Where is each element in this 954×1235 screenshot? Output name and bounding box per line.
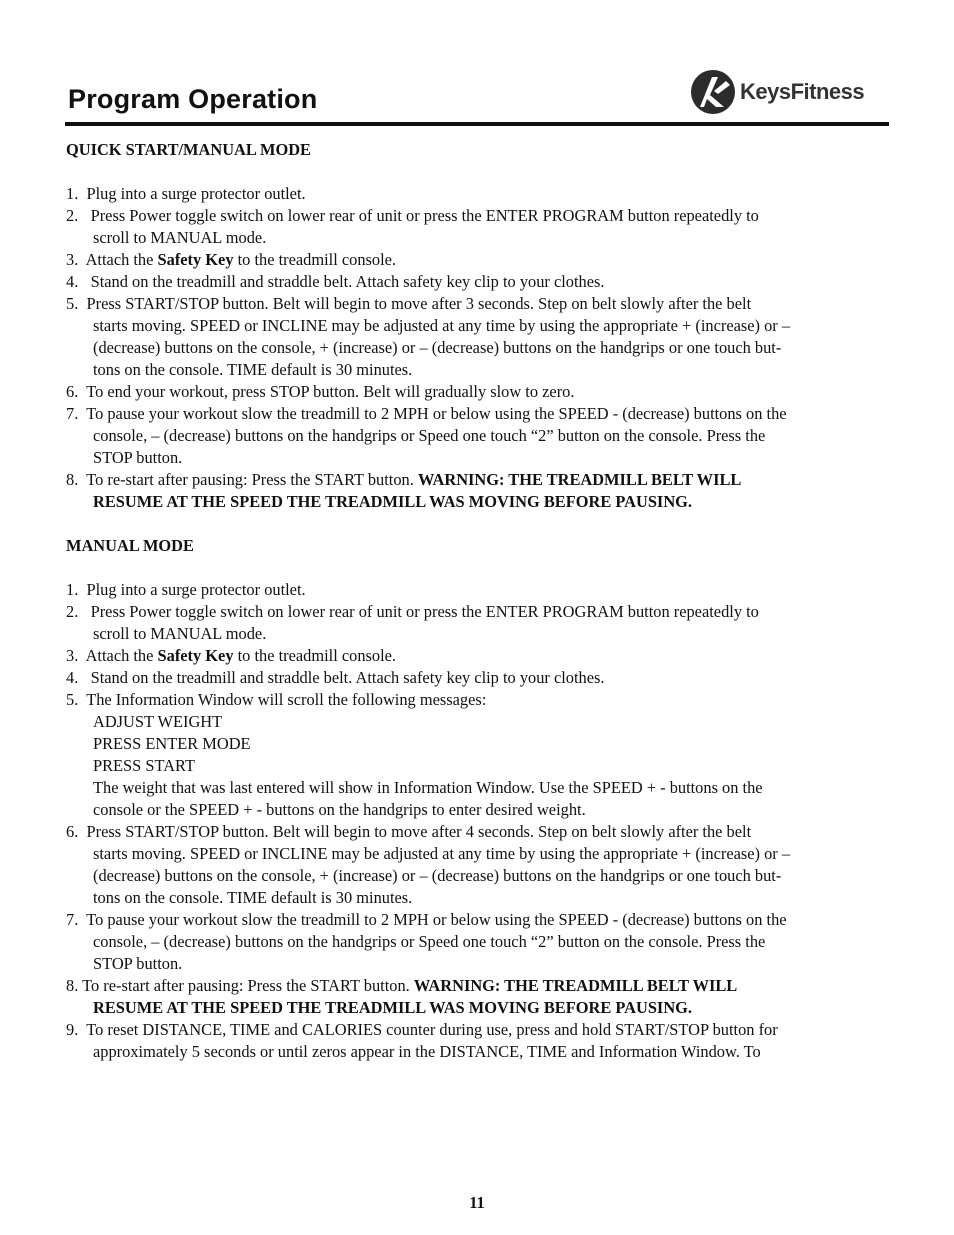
list-item: 1. Plug into a surge protector outlet. [66, 184, 306, 203]
list-item: 5. Press START/STOP button. Belt will begin to move after 3 seconds. Step on belt slowly after the belt starts moving. SPEED or INCLINE may be adjusted at any time by using the appropriate + (increase) or – (decrease) buttons on the console, + (increase) or – (decrease) buttons on the handgrips or one touch but- tons on the console. TIME default is 30 minutes. [66, 294, 791, 379]
list-item: 8. To re-start after pausing: Press the START button. WARNING: THE TREADMILL BELT WILL RESUME AT THE SPEED THE TREADMILL WAS MOVING BEFORE PAUSING. [66, 976, 738, 1017]
list-item: 4. Stand on the treadmill and straddle belt. Attach safety key clip to your clothes. [66, 272, 605, 291]
logo-text: KeysFitness [740, 79, 865, 104]
list-item: 8. To re-start after pausing: Press the START button. WARNING: THE TREADMILL BELT WILL RESUME AT THE SPEED THE TREADMILL WAS MOVING BEFORE PAUSING. [66, 470, 742, 511]
page-title: Program Operation [68, 84, 318, 114]
display-message: PRESS START [93, 756, 195, 775]
list-item: 9. To reset DISTANCE, TIME and CALORIES counter during use, press and hold START/STOP button for approximately 5 seconds or until zeros appear in the DISTANCE, TIME and Information Window. To [66, 1020, 778, 1061]
list-item: 4. Stand on the treadmill and straddle belt. Attach safety key clip to your clothes. [66, 668, 605, 687]
list-item: 2. Press Power toggle switch on lower rear of unit or press the ENTER PROGRAM button repeatedly to scroll to MANUAL mode. [66, 602, 759, 643]
document-body [66, 139, 886, 1063]
safety-key-emphasis: Safety Key [157, 646, 234, 665]
list-item: 7. To pause your workout slow the treadmill to 2 MPH or below using the SPEED - (decrease) buttons on the console, – (decrease) buttons on the handgrips or Speed one touch “2” button on the console. Press the STOP button. [66, 910, 787, 973]
list-item: 5. The Information Window will scroll the following messages: ADJUST WEIGHT PRESS ENTER MODE PRESS START The weight that was last entered will show in Information Window. Use the SPEED + - buttons on the console or the SPEED + - buttons on the handgrips to enter desired weight. [66, 689, 886, 821]
list-item: 3. Attach the Safety Key to the treadmill console. [66, 250, 397, 269]
header-rule [65, 122, 889, 126]
warning-text: RESUME AT THE SPEED THE TREADMILL WAS MOVING BEFORE PAUSING. [93, 998, 692, 1017]
list-item: 6. To end your workout, press STOP button. Belt will gradually slow to zero. [66, 382, 575, 401]
keysfitness-logo [690, 66, 890, 118]
list-item: 3. Attach the Safety Key to the treadmill console. [66, 646, 397, 665]
display-message: ADJUST WEIGHT [93, 712, 223, 731]
section-heading-quick-start: QUICK START/MANUAL MODE [66, 140, 311, 159]
page-number: 11 [469, 1193, 485, 1212]
list-item: 6. Press START/STOP button. Belt will begin to move after 4 seconds. Step on belt slowly after the belt starts moving. SPEED or INCLINE may be adjusted at any time by using the appropriate + (increase) or – (decrease) buttons on the console, + (increase) or – (decrease) buttons on the handgrips or one touch but- tons on the console. TIME default is 30 minutes. [66, 822, 791, 907]
warning-text: WARNING: THE TREADMILL BELT WILL [417, 470, 742, 489]
warning-text: WARNING: THE TREADMILL BELT WILL [413, 976, 738, 995]
keysfitness-logo-icon [690, 67, 736, 117]
list-item: 2. Press Power toggle switch on lower rear of unit or press the ENTER PROGRAM button repeatedly to scroll to MANUAL mode. [66, 206, 759, 247]
safety-key-emphasis: Safety Key [157, 250, 234, 269]
warning-text: RESUME AT THE SPEED THE TREADMILL WAS MOVING BEFORE PAUSING. [93, 492, 692, 511]
list-item: 1. Plug into a surge protector outlet. [66, 580, 306, 599]
display-message: PRESS ENTER MODE [93, 734, 251, 753]
section-heading-manual-mode: MANUAL MODE [66, 536, 194, 555]
list-item: 7. To pause your workout slow the treadmill to 2 MPH or below using the SPEED - (decrease) buttons on the console, – (decrease) buttons on the handgrips or Speed one touch “2” button on the console. Press the STOP button. [66, 404, 787, 467]
